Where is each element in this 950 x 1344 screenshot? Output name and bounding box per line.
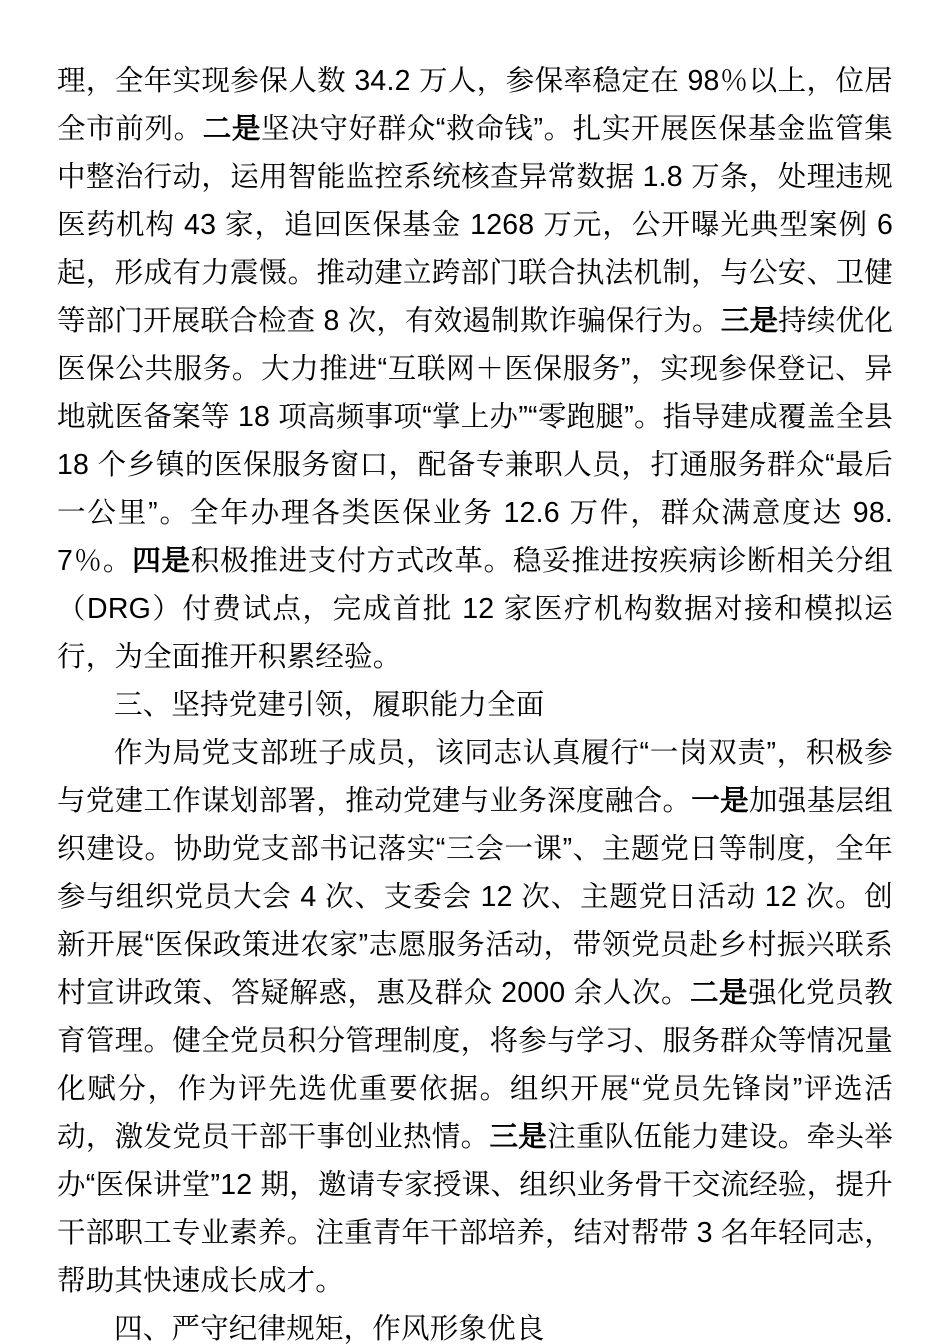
text-run: 四、严守纪律规矩，作风形象优良 <box>114 1313 545 1344</box>
section-heading-four <box>57 1305 893 1344</box>
emphasis-run: 四是 <box>132 545 191 577</box>
section-heading-three <box>57 681 893 729</box>
text-run: 注重队伍能力建设。牵头举办“医保讲堂”12 期，邀请专家授课、组织业务骨干交流经验，提升干部职工专业素养。注重青年干部培养，结对帮带 3 名年轻同志，帮助其快速成长成才。 <box>57 1121 893 1297</box>
text-run: 持续优化医保公共服务。大力推进“互联网＋医保服务”，实现参保登记、异地就医备案等 18 项高频事项“掌上办”“零跑腿”。指导建成覆盖全县 18 个乡镇的医保服务窗口，配备专兼职人员，打通服务群众“最后一公里”。全年办理各类医保业务 12.6 万件，群众满意度达 98.7％。 <box>57 305 893 577</box>
text-run: 积极推进支付方式改革。稳妥推进按疾病诊断相关分组（DRG）付费试点，完成首批 12 家医疗机构数据对接和模拟运行，为全面推开积累经验。 <box>57 545 893 673</box>
text-run: 三、坚持党建引领，履职能力全面 <box>114 689 545 721</box>
emphasis-run: 二是 <box>202 113 262 145</box>
emphasis-run: 二是 <box>690 977 749 1009</box>
text-run: 作为局党支部班子成员，该同志认真履行“一岗双责”，积极参与党建工作谋划部署，推动党建与业务深度融合。 <box>57 737 893 817</box>
paragraph-section-three-body <box>57 729 893 1305</box>
text-run: 加强基层组织建设。协助党支部书记落实“三会一课”、主题党日等制度，全年参与组织党员大会 4 次、支委会 12 次、主题党日活动 12 次。创新开展“医保政策进农家”志愿服务活动，带领党员赴乡村振兴联系村宣讲政策、答疑解惑，惠及群众 2000 余人次。 <box>57 785 893 1009</box>
text-run: 强化党员教育管理。健全党员积分管理制度，将参与学习、服务群众等情况量化赋分，作为评先选优重要依据。组织开展“党员先锋岗”评选活动，激发党员干部干事创业热情。 <box>57 977 893 1153</box>
emphasis-run: 三是 <box>489 1121 548 1153</box>
emphasis-run: 一是 <box>691 785 749 817</box>
text-run: 理，全年实现参保人数 34.2 万人，参保率稳定在 98％以上，位居全市前列。 <box>57 65 893 145</box>
text-run: 坚决守好群众“救命钱”。扎实开展医保基金监管集中整治行动，运用智能监控系统核查异常数据 1.8 万条，处理违规医药机构 43 家，追回医保基金 1268 万元，公开曝光典型案例 6 起，形成有力震慑。推动建立跨部门联合执法机制，与公安、卫健等部门开展联合检查 8 次，有效遏制欺诈骗保行为。 <box>57 113 893 337</box>
paragraph-continued-section-two <box>57 57 893 681</box>
document-text-body <box>57 57 893 1344</box>
emphasis-run: 三是 <box>720 305 779 337</box>
